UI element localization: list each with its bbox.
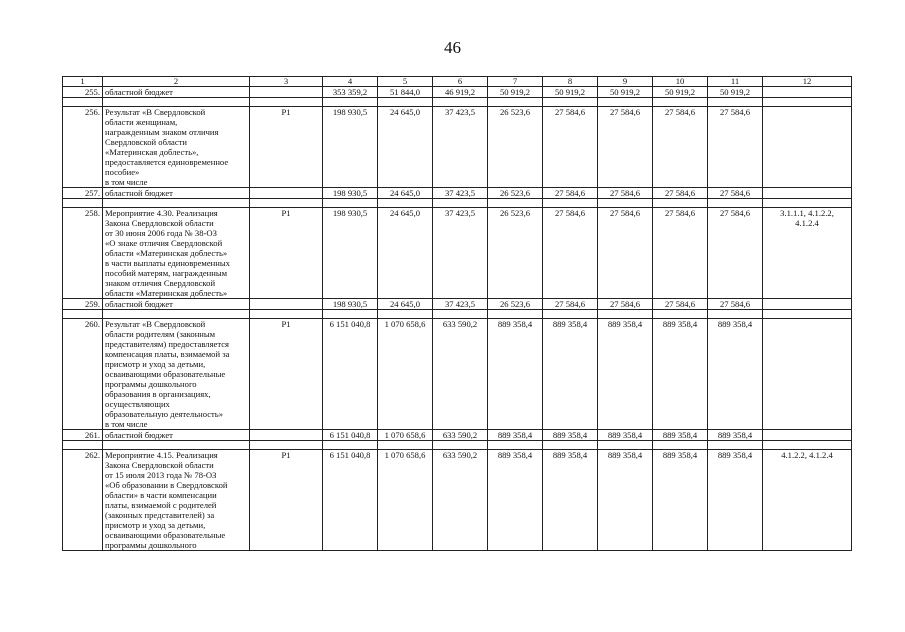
row-description: областной бюджет bbox=[103, 87, 250, 98]
amount-col-11: 889 358,4 bbox=[708, 319, 763, 430]
row-number: 258. bbox=[63, 208, 103, 299]
column-header: 2 bbox=[103, 77, 250, 87]
amount-col-10: 27 584,6 bbox=[653, 188, 708, 199]
amount-col-6: 37 423,5 bbox=[433, 299, 488, 310]
amount-col-9: 50 919,2 bbox=[598, 87, 653, 98]
amount-col-8: 889 358,4 bbox=[543, 430, 598, 441]
column-header: 10 bbox=[653, 77, 708, 87]
amount-col-11: 27 584,6 bbox=[708, 208, 763, 299]
amount-total: 6 151 040,8 bbox=[323, 430, 378, 441]
amount-col-9: 27 584,6 bbox=[598, 208, 653, 299]
amount-col-8: 50 919,2 bbox=[543, 87, 598, 98]
amount-col-11: 27 584,6 bbox=[708, 299, 763, 310]
amount-col-7: 26 523,6 bbox=[488, 208, 543, 299]
amount-col-6: 46 919,2 bbox=[433, 87, 488, 98]
table-row bbox=[63, 87, 852, 98]
amount-col-8: 27 584,6 bbox=[543, 188, 598, 199]
amount-col-6: 37 423,5 bbox=[433, 107, 488, 188]
amount-col-7: 26 523,6 bbox=[488, 299, 543, 310]
amount-col-5: 24 645,0 bbox=[378, 208, 433, 299]
row-number: 259. bbox=[63, 299, 103, 310]
amount-col-8: 27 584,6 bbox=[543, 299, 598, 310]
amount-col-11: 889 358,4 bbox=[708, 430, 763, 441]
amount-col-9: 889 358,4 bbox=[598, 319, 653, 430]
amount-col-10: 889 358,4 bbox=[653, 319, 708, 430]
amount-total: 6 151 040,8 bbox=[323, 450, 378, 551]
amount-total: 198 930,5 bbox=[323, 188, 378, 199]
row-description: Результат «В Свердловской области женщинам, награжденным знаком отличия Свердловской области «Материнская доблесть», предоставляется единовременное пособие» в том числе bbox=[103, 107, 250, 188]
column-header: 7 bbox=[488, 77, 543, 87]
amount-col-6: 37 423,5 bbox=[433, 208, 488, 299]
column-header: 5 bbox=[378, 77, 433, 87]
table-row bbox=[63, 208, 852, 299]
amount-col-6: 633 590,2 bbox=[433, 319, 488, 430]
amount-col-7: 889 358,4 bbox=[488, 319, 543, 430]
row-spacer bbox=[63, 98, 852, 107]
row-code bbox=[250, 299, 323, 310]
amount-col-10: 27 584,6 bbox=[653, 299, 708, 310]
amount-col-7: 889 358,4 bbox=[488, 450, 543, 551]
row-spacer bbox=[63, 441, 852, 450]
amount-col-10: 27 584,6 bbox=[653, 208, 708, 299]
table-row bbox=[63, 299, 852, 310]
table-row bbox=[63, 430, 852, 441]
row-description: областной бюджет bbox=[103, 299, 250, 310]
target-codes bbox=[763, 188, 852, 199]
amount-col-8: 889 358,4 bbox=[543, 450, 598, 551]
amount-col-7: 26 523,6 bbox=[488, 188, 543, 199]
amount-col-9: 27 584,6 bbox=[598, 188, 653, 199]
column-header: 6 bbox=[433, 77, 488, 87]
column-header: 9 bbox=[598, 77, 653, 87]
budget-table bbox=[62, 76, 852, 551]
amount-total: 198 930,5 bbox=[323, 107, 378, 188]
amount-col-10: 27 584,6 bbox=[653, 107, 708, 188]
target-codes bbox=[763, 87, 852, 98]
amount-col-10: 889 358,4 bbox=[653, 450, 708, 551]
amount-col-7: 889 358,4 bbox=[488, 430, 543, 441]
amount-col-8: 27 584,6 bbox=[543, 107, 598, 188]
table-row bbox=[63, 188, 852, 199]
amount-col-5: 51 844,0 bbox=[378, 87, 433, 98]
target-codes bbox=[763, 299, 852, 310]
amount-total: 353 359,2 bbox=[323, 87, 378, 98]
amount-col-9: 889 358,4 bbox=[598, 450, 653, 551]
page-number: 46 bbox=[444, 38, 461, 57]
amount-col-5: 24 645,0 bbox=[378, 188, 433, 199]
column-header: 12 bbox=[763, 77, 852, 87]
row-code: Р1 bbox=[250, 319, 323, 430]
amount-total: 198 930,5 bbox=[323, 299, 378, 310]
row-number: 260. bbox=[63, 319, 103, 430]
target-codes bbox=[763, 319, 852, 430]
row-number: 256. bbox=[63, 107, 103, 188]
row-number: 257. bbox=[63, 188, 103, 199]
target-codes: 3.1.1.1, 4.1.2.2, 4.1.2.4 bbox=[763, 208, 852, 299]
amount-total: 6 151 040,8 bbox=[323, 319, 378, 430]
amount-col-6: 633 590,2 bbox=[433, 450, 488, 551]
row-description: Мероприятие 4.15. Реализация Закона Свердловской области от 15 июля 2013 года № 78-ОЗ «Об образовании в Свердловской области» в части компенсации платы, взимаемой с родителей (законных представителей) за присмотр и уход за детьми, осваивающими образовательные программы дошкольного bbox=[103, 450, 250, 551]
amount-col-5: 1 070 658,6 bbox=[378, 319, 433, 430]
row-description: Мероприятие 4.30. Реализация Закона Свердловской области от 30 июня 2006 года № 38-ОЗ «О знаке отличия Свердловской области «Материнская доблесть» в части выплаты единовременных пособий матерям, награжденным знаком отличия Свердловской области «Материнская доблесть» bbox=[103, 208, 250, 299]
amount-col-11: 889 358,4 bbox=[708, 450, 763, 551]
amount-col-6: 633 590,2 bbox=[433, 430, 488, 441]
column-header: 11 bbox=[708, 77, 763, 87]
target-codes: 4.1.2.2, 4.1.2.4 bbox=[763, 450, 852, 551]
amount-col-8: 889 358,4 bbox=[543, 319, 598, 430]
amount-total: 198 930,5 bbox=[323, 208, 378, 299]
column-header: 1 bbox=[63, 77, 103, 87]
table-row bbox=[63, 319, 852, 430]
row-code: Р1 bbox=[250, 208, 323, 299]
amount-col-8: 27 584,6 bbox=[543, 208, 598, 299]
row-description: областной бюджет bbox=[103, 430, 250, 441]
amount-col-5: 24 645,0 bbox=[378, 299, 433, 310]
row-number: 262. bbox=[63, 450, 103, 551]
amount-col-7: 50 919,2 bbox=[488, 87, 543, 98]
target-codes bbox=[763, 430, 852, 441]
row-code: Р1 bbox=[250, 107, 323, 188]
amount-col-10: 50 919,2 bbox=[653, 87, 708, 98]
amount-col-5: 24 645,0 bbox=[378, 107, 433, 188]
row-spacer bbox=[63, 199, 852, 208]
amount-col-9: 27 584,6 bbox=[598, 107, 653, 188]
row-spacer bbox=[63, 310, 852, 319]
amount-col-6: 37 423,5 bbox=[433, 188, 488, 199]
amount-col-11: 27 584,6 bbox=[708, 107, 763, 188]
row-number: 261. bbox=[63, 430, 103, 441]
amount-col-10: 889 358,4 bbox=[653, 430, 708, 441]
row-code bbox=[250, 188, 323, 199]
table-row bbox=[63, 450, 852, 551]
row-code bbox=[250, 430, 323, 441]
amount-col-5: 1 070 658,6 bbox=[378, 430, 433, 441]
row-code: Р1 bbox=[250, 450, 323, 551]
amount-col-11: 27 584,6 bbox=[708, 188, 763, 199]
column-header: 3 bbox=[250, 77, 323, 87]
row-code bbox=[250, 87, 323, 98]
column-header: 8 bbox=[543, 77, 598, 87]
amount-col-9: 889 358,4 bbox=[598, 430, 653, 441]
row-description: областной бюджет bbox=[103, 188, 250, 199]
row-description: Результат «В Свердловской области родителям (законным представителям) предоставляется компенсация платы, взимаемой за присмотр и уход за детьми, осваивающими образовательные программы дошкольного образования в организациях, осуществляющих образовательную деятельность» в том числе bbox=[103, 319, 250, 430]
row-number: 255. bbox=[63, 87, 103, 98]
column-number-row bbox=[63, 77, 852, 87]
table-row bbox=[63, 107, 852, 188]
amount-col-11: 50 919,2 bbox=[708, 87, 763, 98]
target-codes bbox=[763, 107, 852, 188]
amount-col-5: 1 070 658,6 bbox=[378, 450, 433, 551]
amount-col-9: 27 584,6 bbox=[598, 299, 653, 310]
amount-col-7: 26 523,6 bbox=[488, 107, 543, 188]
column-header: 4 bbox=[323, 77, 378, 87]
